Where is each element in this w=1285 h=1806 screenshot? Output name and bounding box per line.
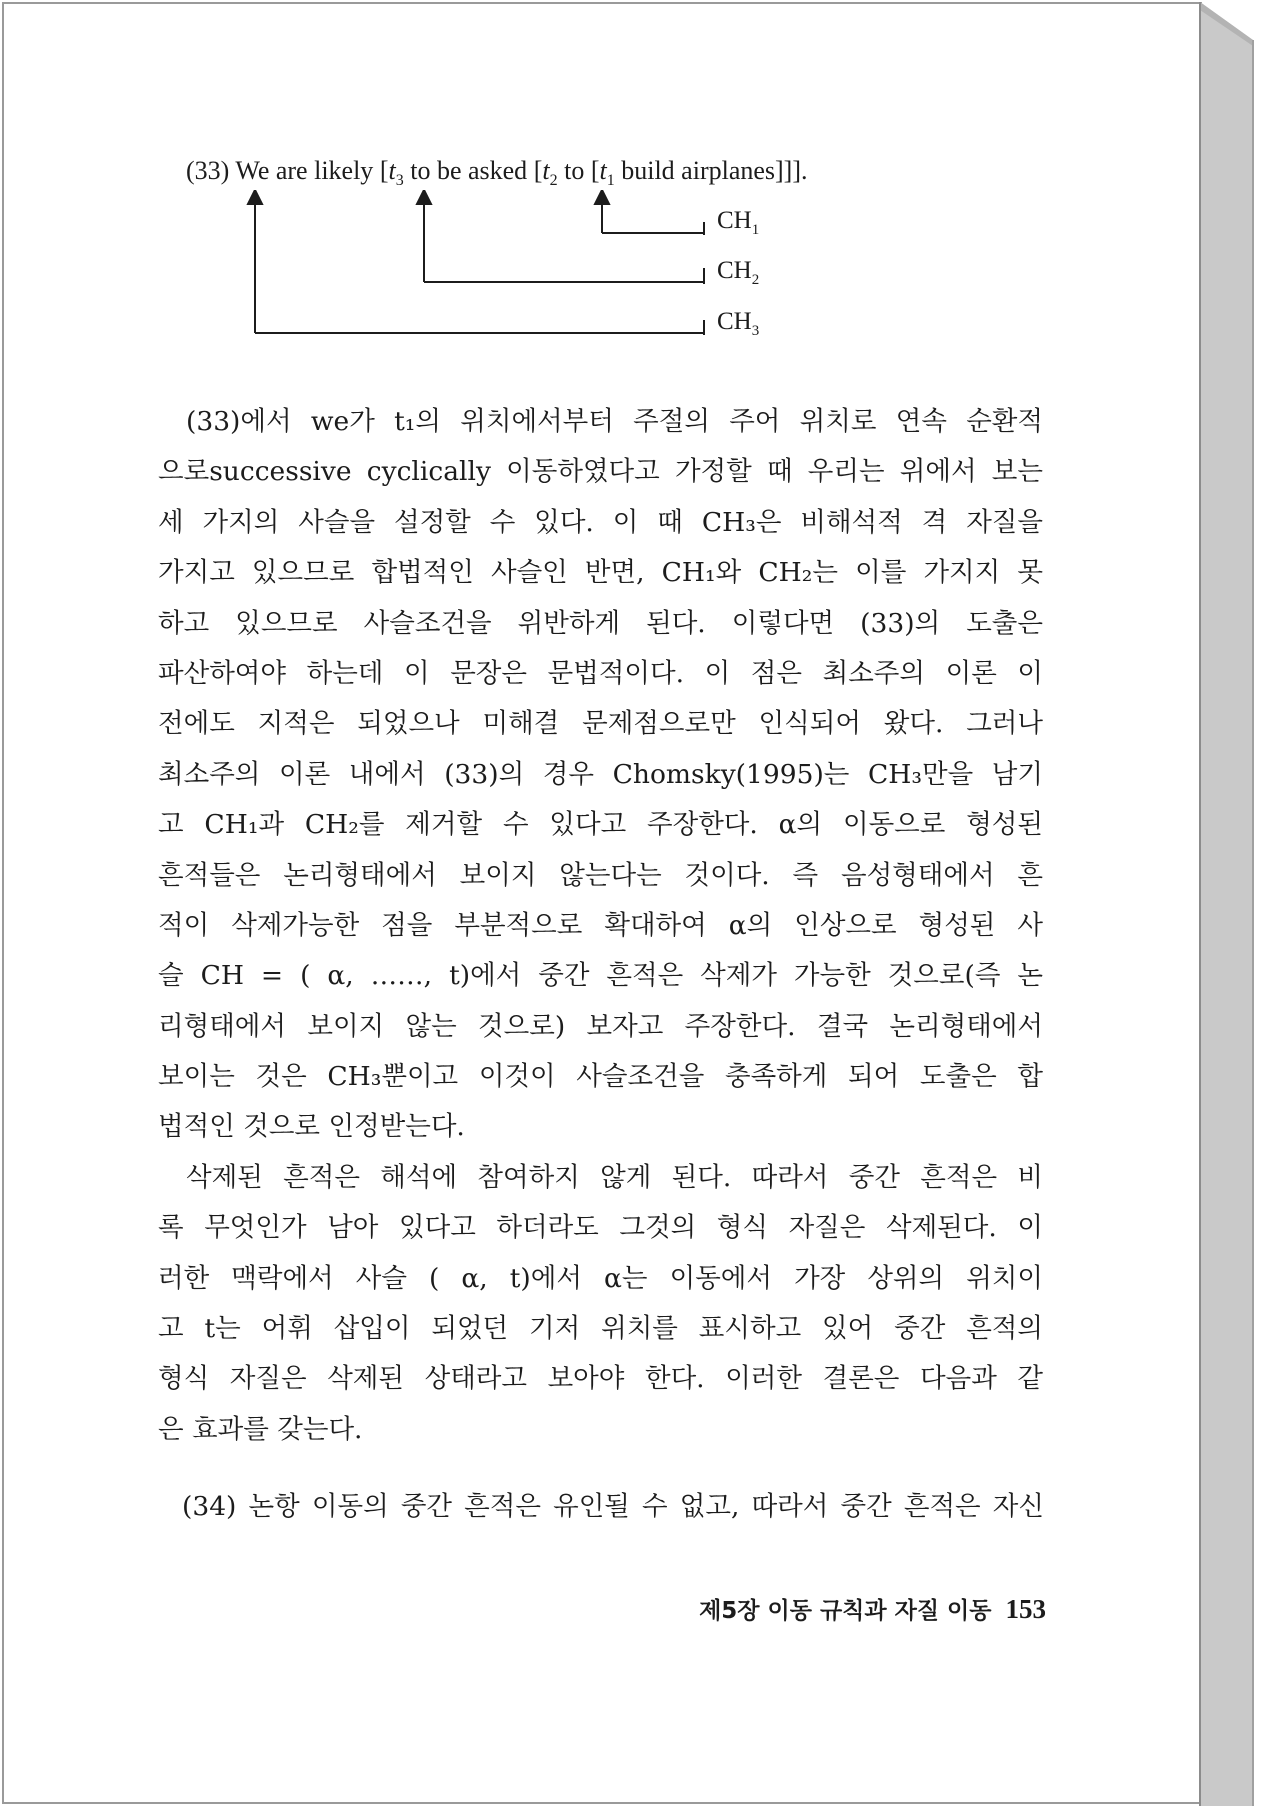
trace-t1-index: 1: [606, 172, 615, 190]
example-number: (33): [186, 156, 230, 185]
text-line: 고 t는 어휘 삽입이 되었던 기저 위치를 표시하고 있어 중간 흔적의: [158, 1313, 1043, 1345]
text-line: 슬 CH = ( α, ……, t)에서 중간 흔적은 삭제가 가능한 것으로(즉 논: [158, 960, 1043, 992]
text-line: 으로successive cyclically 이동하였다고 가정할 때 우리는 위에서 보는: [158, 456, 1043, 488]
trace-t2: t: [542, 156, 550, 185]
text-line: 형식 자질은 삭제된 상태라고 보아야 한다. 이러한 결론은 다음과 같: [158, 1363, 1043, 1395]
text-line: 세 가지의 사슬을 설정할 수 있다. 이 때 CH₃은 비해석적 격 자질을: [158, 506, 1043, 538]
text-line: 록 무엇인가 남아 있다고 하더라도 그것의 형식 자질은 삭제된다. 이: [158, 1212, 1043, 1244]
trace-t3: t: [388, 156, 396, 185]
example-33-sentence: [186, 156, 808, 190]
text-line: 전에도 지적은 되었으나 미해결 문제점으로만 인식되어 왔다. 그러나: [158, 708, 1043, 740]
example-34: (34) 논항 이동의 중간 흔적은 유인될 수 없고, 따라서 중간 흔적은 자신: [182, 1491, 1044, 1522]
body-text: [158, 397, 1043, 1455]
bracket: [: [590, 156, 600, 185]
text-line: 최소주의 이론 내에서 (33)의 경우 Chomsky(1995)는 CH₃만을 남기: [158, 758, 1043, 790]
text-line: 적이 삭제가능한 점을 부분적으로 확대하여 α의 인상으로 형성된 사: [158, 909, 1043, 941]
text-line: (33)에서 we가 t₁의 위치에서부터 주절의 주어 위치로 연속 순환적: [186, 406, 1043, 437]
chapter-title: 제5장 이동 규칙과 자질 이동: [699, 1598, 992, 1624]
text-line: 보이는 것은 CH₃뿐이고 이것이 사슬조건을 충족하게 되어 도출은 합: [158, 1061, 1043, 1093]
chain-1-label: $CH_1$: [717, 207, 760, 238]
paragraph-1: [158, 397, 1043, 1153]
text-line: 파산하여야 하는데 이 문장은 문법적이다. 이 점은 최소주의 이론 이: [158, 657, 1043, 689]
text-line: 하고 있으므로 사슬조건을 위반하게 된다. 이렇다면 (33)의 도출은: [158, 607, 1043, 639]
chain-2-arrowhead: [417, 190, 431, 204]
chain-3-label: $CH_3$: [717, 308, 760, 339]
text-line: 법적인 것으로 인정받는다.: [158, 1111, 465, 1143]
bracket: [: [533, 156, 543, 185]
bracket: [: [379, 156, 389, 185]
text-line: 고 CH₁과 CH₂를 제거할 수 있다고 주장한다. α의 이동으로 형성된: [158, 809, 1043, 841]
example-words: build airplanes]]].: [621, 156, 808, 185]
example-words: to be asked: [410, 156, 528, 185]
text-line: 은 효과를 갖는다.: [158, 1413, 363, 1445]
trace-t2-index: 2: [549, 172, 558, 190]
chain-3-arrowhead: [248, 190, 262, 204]
page-number: 153: [1005, 1594, 1046, 1624]
text-line: 흔적들은 논리형태에서 보이지 않는다는 것이다. 즉 음성형태에서 흔: [158, 859, 1043, 891]
example-words: We are likely: [235, 156, 374, 185]
text-line: 리형태에서 보이지 않는 것으로) 보자고 주장한다. 결국 논리형태에서: [158, 1010, 1043, 1042]
trace-t3-index: 3: [395, 172, 404, 190]
example-words: to: [564, 156, 585, 185]
chain-1-arrowhead: [595, 190, 609, 204]
chain-diagram: [240, 190, 720, 340]
chain-2-label: $CH_2$: [717, 257, 760, 288]
running-footer: [686, 1592, 1046, 1625]
paragraph-2: [158, 1153, 1043, 1455]
text-line: 러한 맥락에서 사슬 ( α, t)에서 α는 이동에서 가장 상위의 위치이: [158, 1262, 1043, 1294]
text-line: 가지고 있으므로 합법적인 사슬인 반면, CH₁와 CH₂는 이를 가지지 못: [158, 557, 1043, 589]
text-line: 삭제된 흔적은 해석에 참여하지 않게 된다. 따라서 중간 흔적은 비: [186, 1161, 1043, 1193]
trace-t1: t: [599, 156, 607, 185]
